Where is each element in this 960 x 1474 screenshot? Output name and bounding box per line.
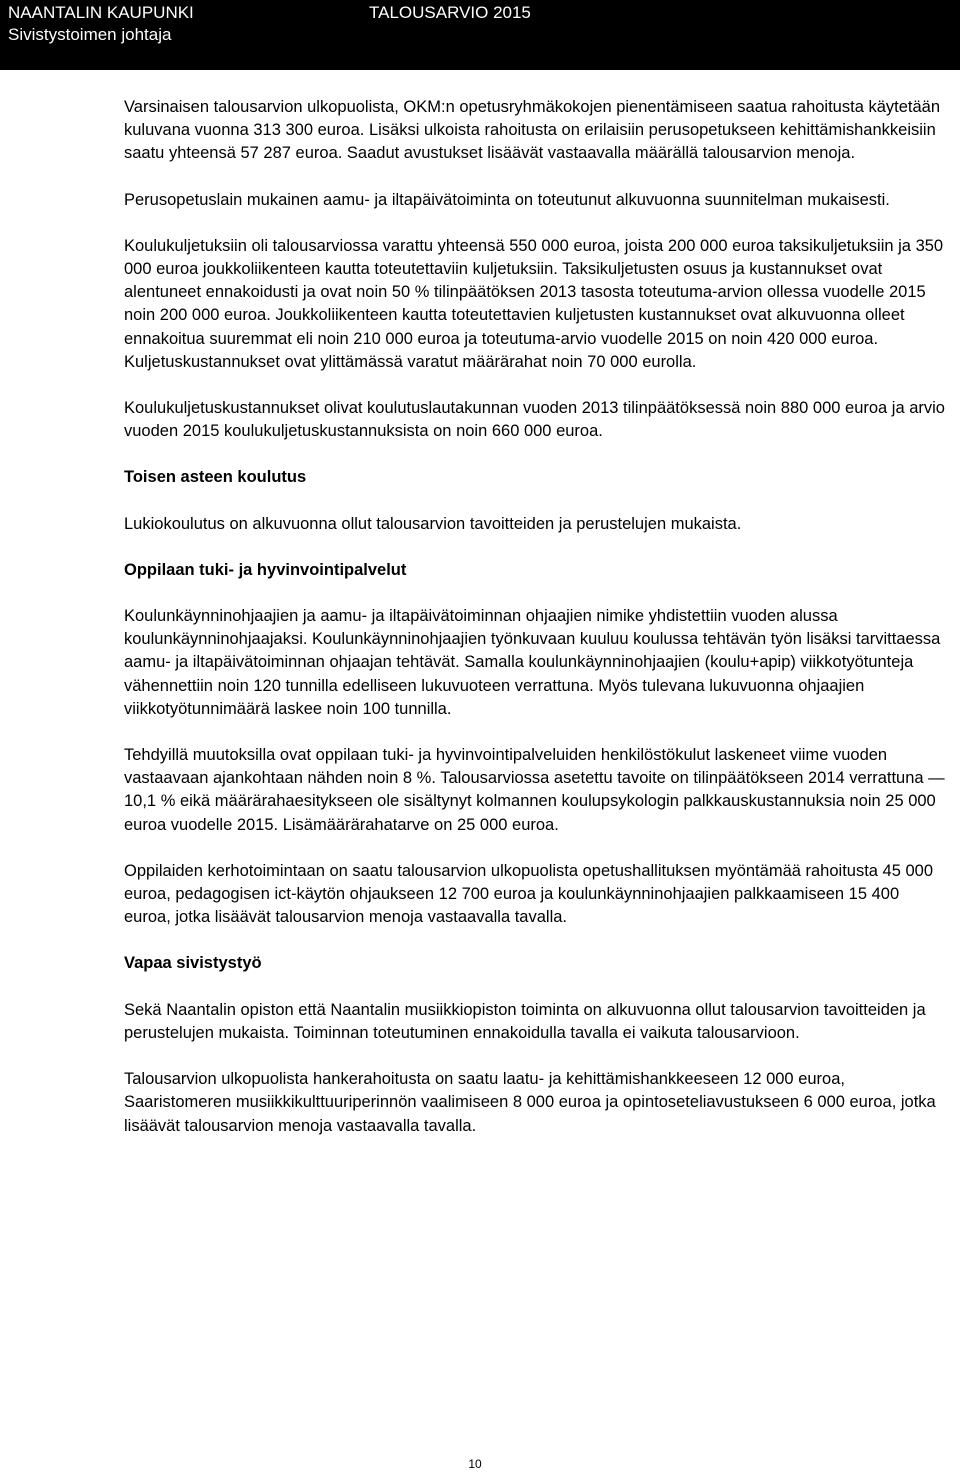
section-heading-student-support: Oppilaan tuki- ja hyvinvointipalvelut [124, 560, 407, 579]
paragraph-external-funding: Varsinaisen talousarvion ulkopuolista, OKM:n opetusryhmäkokojen pienentämiseen saatua rahoitusta käytetään kuluvana vuonna 313 300 euroa. Lisäksi ulkoista rahoitusta on erilaisiin perusopetukseen kehittämishankkeisiin saatu yhteensä 57 287 euroa. Saadut avustukset lisäävät vastaavalla määrällä talousarvion menoja. [124, 98, 941, 163]
organization-name: NAANTALIN KAUPUNKI [8, 3, 194, 22]
paragraph-school-assistants: Koulunkäynninohjaajien ja aamu- ja iltapäivätoiminnan ohjaajien nimike yhdistettiin vuoden alussa koulunkäynninohjaajaksi. Koulunkäynninohjaajien työnkuvaan kuuluu koulussa tehtävän työn lisäksi tarvittaessa aamu- ja iltapäivätoiminnan ohjaajan tehtävät. Samalla koulunkäynninohjaajien (koulu+apip) viikkotyötunteja vähennettiin noin 120 tunnilla edelliseen lukuvuoteen verrattuna. Myös tulevana lukuvuonna ohjaajien viikkotyötunnimäärä laskee noin 100 tunnilla. [124, 607, 941, 718]
paragraph-club-activities: Oppilaiden kerhotoimintaan on saatu talousarvion ulkopuolista opetushallituksen myöntämää rahoitusta 45 000 euroa, pedagogisen ict-käytön ohjaukseen 12 700 euroa ja koulunkäynninohjaajien palkkaamiseen 15 400 euroa, jotka lisäävät talousarvion menoja vastaavalla tavalla. [124, 861, 934, 927]
page-number-text: 10 [468, 1457, 482, 1471]
paragraph-transport-costs: Koulukuljetuskustannukset olivat koulutuslautakunnan vuoden 2013 tilinpäätöksessä noin 880 000 euroa ja arvio vuoden 2015 koulukuljetuskustannuksista on noin 660 000 euroa. [124, 399, 945, 441]
section-heading-secondary-education: Toisen asteen koulutus [124, 468, 307, 487]
page-number [0, 1457, 960, 1471]
section-heading-liberal-education: Vapaa sivistystyö [124, 954, 262, 973]
paragraph-upper-secondary: Lukiokoulutus on alkuvuonna ollut talousarvion tavoitteiden ja perustelujen mukaista. [124, 514, 742, 533]
paragraph-staff-costs: Tehdyillä muutoksilla ovat oppilaan tuki- ja hyvinvointipalveluiden henkilöstökulut laskeneet viime vuoden vastaavaan ajankohtaan nähden noin 8 %. Talousarviossa asetettu tavoite on tilinpäätökseen 2014 verrattuna — 10,1 % eikä määrärahaesitykseen ole sisältynyt kolmannen koulupsykologin palkkauskustannuksia noin 25 000 euroa vuodelle 2015. Lisämäärärahatarve on 25 000 euroa. [124, 746, 945, 834]
document-body [124, 96, 950, 1138]
paragraph-institutes: Sekä Naantalin opiston että Naantalin musiikkiopiston toiminta on alkuvuonna ollut talousarvion tavoitteiden ja perustelujen mukaista. Toiminnan toteutuminen ennakoidulla tavalla ei vaikuta talousarvioon. [124, 1000, 926, 1042]
paragraph-project-funding: Talousarvion ulkopuolista hankerahoitusta on saatu laatu- ja kehittämishankkeeseen 12 000 euroa, Saaristomeren musiikkikulttuuriperinnön vaalimiseen 8 000 euroa ja opintoseteliavustukseen 6 000 euroa, jotka lisäävät talousarvion menoja vastaavalla tavalla. [124, 1070, 936, 1135]
paragraph-school-transport: Koulukuljetuksiin oli talousarviossa varattu yhteensä 550 000 euroa, joista 200 000 euroa taksikuljetuksiin ja 350 000 euroa joukkoliikenteen kautta toteutettaviin kuljetuksiin. Taksikuljetusten osuus ja kustannukset ovat alentuneet ennakoidusti ja ovat noin 50 % tilinpäätöksen 2013 tasosta toteutuma-arvion ollessa vuodelle 2015 noin 200 000 euroa. Joukkoliikenteen kautta toteutettavien kuljetusten kustannukset ovat alkuvuonna olleet ennakoitua suuremmat eli noin 210 000 euroa ja toteutuma-arvio vuodelle 2015 on noin 420 000 euroa. Kuljetuskustannukset ovat ylittämässä varatut määrärahat noin 70 000 eurolla. [124, 236, 944, 371]
paragraph-morning-afternoon-activity: Perusopetuslain mukainen aamu- ja iltapäivätoiminta on toteutunut alkuvuonna suunnitelman mukaisesti. [124, 190, 890, 209]
page-header [0, 0, 960, 70]
document-title: TALOUSARVIO 2015 [369, 3, 531, 22]
department-name: Sivistystoimen johtaja [8, 25, 172, 44]
